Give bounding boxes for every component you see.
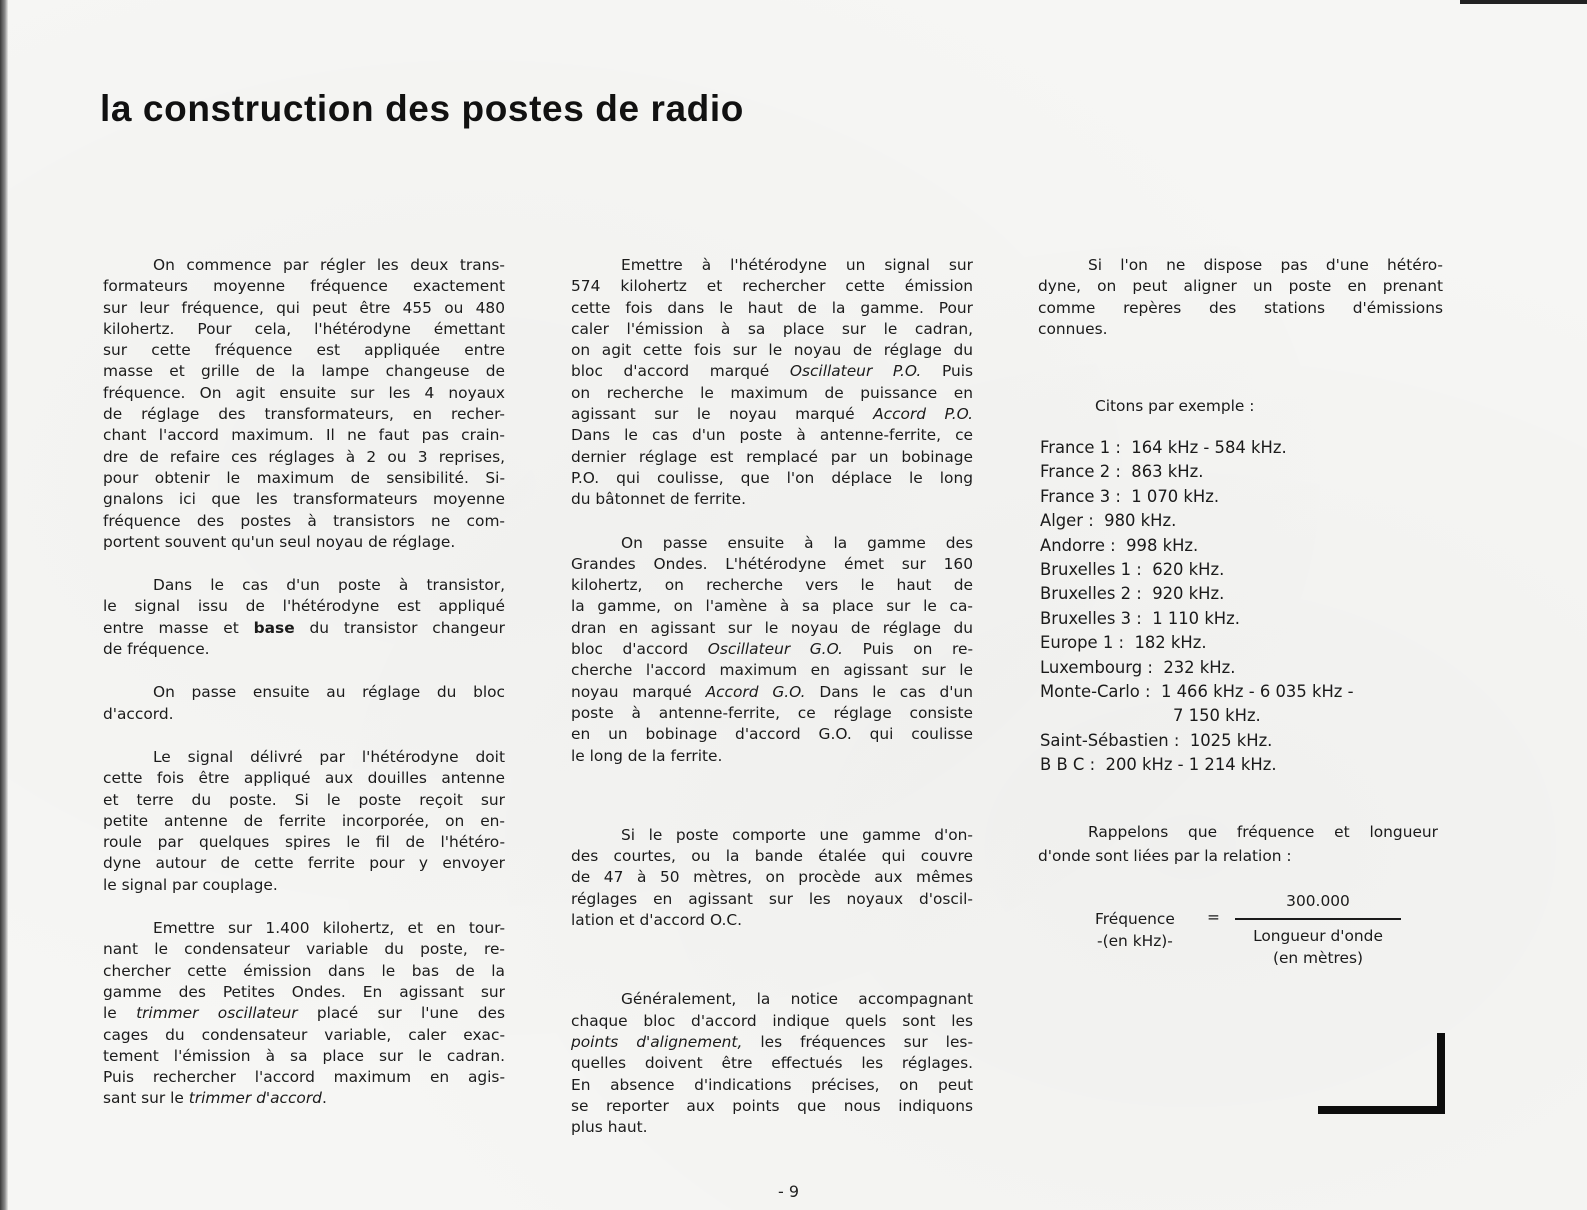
- text-line: dyne autour de cette ferrite pour y envoyer: [103, 854, 505, 873]
- formula-numerator: 300.000: [1286, 892, 1350, 910]
- paragraph-transistor: [103, 575, 505, 660]
- text-line: nant le condensateur variable du poste, re-: [103, 940, 505, 959]
- page-top-edge-shadow: [1460, 0, 1587, 4]
- text-line: quelles doivent être effectués les réglages.: [571, 1054, 973, 1073]
- text-line: en un bobinage d'accord G.O. qui coulisse: [571, 725, 973, 744]
- page-binding-edge: [0, 0, 8, 1210]
- station-continuation: 7 150 kHz.: [1173, 706, 1261, 726]
- paragraph-notice: [571, 989, 973, 1138]
- text-line: Dans le cas d'un poste à antenne-ferrite, ce: [571, 426, 973, 445]
- text-line: cette fois être appliqué aux douilles antenne: [103, 769, 505, 788]
- text-line: On passe ensuite à la gamme des: [621, 533, 973, 552]
- text-line: chercher cette émission dans le bas de la: [103, 961, 505, 980]
- text-line: petite antenne de ferrite incorporée, on en-: [103, 811, 505, 830]
- text-line: Puis rechercher l'accord maximum en agis-: [103, 1068, 505, 1087]
- italic-term: trimmer d'accord: [188, 1089, 322, 1108]
- station-item: Bruxelles 3 : 1 110 kHz.: [1040, 608, 1240, 628]
- text-line: bloc d'accord marqué Oscillateur P.O. Puis: [571, 362, 973, 381]
- text-line: des courtes, ou la bande étalée qui couvre: [571, 847, 973, 866]
- text-line: Rappelons que fréquence et longueur: [1088, 823, 1438, 841]
- frequency-formula: [1085, 888, 1415, 978]
- text-line: réglages en agissant sur les noyaux d'oscil-: [571, 889, 973, 908]
- fraction-bar: [1235, 918, 1401, 920]
- station-item: Bruxelles 2 : 920 kHz.: [1040, 584, 1225, 604]
- station-item: Saint-Sébastien : 1025 kHz.: [1040, 730, 1273, 750]
- station-item: France 1 : 164 kHz - 584 kHz.: [1040, 438, 1287, 457]
- end-mark-corner-vertical: [1437, 1033, 1445, 1114]
- paragraph-mf-transformers: [103, 255, 505, 553]
- text-line: cette fois dans le haut de la gamme. Pour: [571, 298, 973, 317]
- text-line: masse et grille de la lampe changeuse de: [103, 362, 505, 381]
- italic-term: Accord G.O.: [705, 682, 806, 701]
- text-line: noyau marqué Accord G.O. Dans le cas d'un: [571, 682, 973, 701]
- text-line: le signal issu de l'hétérodyne est appliqué: [103, 597, 505, 616]
- text-line: 574 kilohertz et rechercher cette émission: [571, 277, 973, 296]
- text-line: on agit cette fois sur le noyau de réglage du: [571, 341, 973, 360]
- text-line: d'onde sont liées par la relation :: [1038, 847, 1292, 865]
- station-item: Bruxelles 1 : 620 kHz.: [1040, 560, 1225, 580]
- station-item: France 3 : 1 070 kHz.: [1040, 486, 1220, 506]
- formula-denominator-unit: (en mètres): [1272, 948, 1364, 967]
- text-line: Généralement, la notice accompagnant: [621, 990, 973, 1009]
- text-line: comme repères des stations d'émissions: [1038, 298, 1443, 317]
- paragraph-574khz: [571, 255, 973, 511]
- text-line: On commence par régler les deux trans-: [153, 256, 505, 274]
- text-line: Dans le cas d'un poste à transistor,: [153, 576, 505, 595]
- text-line: agissant sur le noyau marqué Accord P.O.: [571, 405, 973, 424]
- paragraph-signal-antenne: [103, 747, 505, 896]
- station-item: France 2 : 863 kHz.: [1040, 462, 1204, 482]
- italic-term: Oscillateur P.O.: [789, 362, 922, 381]
- text-line: Grandes Ondes. L'hétérodyne émet sur 160: [571, 554, 973, 573]
- formula-denominator: Longueur d'onde: [1253, 926, 1383, 945]
- paragraph-bloc-accord: [103, 682, 505, 725]
- text-line: Si l'on ne dispose pas d'une hétéro-: [1088, 256, 1443, 274]
- station-item: Alger : 980 kHz.: [1040, 511, 1177, 531]
- text-line: kilohertz, on recherche vers le haut de: [571, 576, 973, 595]
- text-line: cages du condensateur variable, caler exac-: [103, 1025, 505, 1044]
- italic-term: Oscillateur G.O.: [707, 640, 843, 659]
- text-line: Emettre sur 1.400 kilohertz, et en tour-: [153, 919, 505, 938]
- text-line: P.O. qui coulisse, que l'on déplace le long: [571, 468, 973, 487]
- text-line: dran en agissant sur le noyau de réglage du: [571, 618, 973, 637]
- formula-equals: =: [1207, 908, 1220, 926]
- text-column-2: [571, 255, 973, 1138]
- text-column-1: [103, 255, 505, 1110]
- text-line: Si le poste comporte une gamme d'on-: [621, 825, 973, 844]
- text-line: dre de refaire ces réglages à 2 ou 3 reprises,: [103, 447, 505, 466]
- text-line: le signal par couplage.: [103, 875, 278, 894]
- station-item: Luxembourg : 232 kHz.: [1040, 657, 1236, 677]
- text-line: du bâtonnet de ferrite.: [571, 490, 747, 509]
- text-line: formateurs moyenne fréquence exactement: [103, 277, 505, 296]
- text-line: de 47 à 50 mètres, on procède aux mêmes: [571, 868, 973, 887]
- text-line: Le signal délivré par l'hétérodyne doit: [153, 747, 505, 766]
- text-line: tement l'émission à sa place sur le cadran.: [103, 1046, 505, 1065]
- paragraph-relation: [1038, 820, 1438, 868]
- text-line: dernier réglage est remplacé par un bobinage: [571, 447, 973, 466]
- station-item: B B C : 200 kHz - 1 214 kHz.: [1040, 755, 1277, 775]
- text-line: cherche l'accord maximum en agissant sur le: [571, 661, 973, 680]
- text-line: entre masse et base du transistor changeur: [103, 618, 505, 637]
- text-line: bloc d'accord Oscillateur G.O. Puis on re-: [571, 640, 973, 659]
- text-line: le long de la ferrite.: [571, 746, 723, 765]
- text-line: on recherche le maximum de puissance en: [571, 383, 973, 402]
- italic-term: trimmer oscillateur: [136, 1004, 298, 1023]
- text-line: dyne, on peut aligner un poste en prenant: [1038, 277, 1443, 296]
- text-line: chaque bloc d'accord indique quels sont les: [571, 1011, 973, 1030]
- paragraph-ondes-courtes: [571, 825, 973, 931]
- text-line: de réglage des transformateurs, en recher-: [103, 405, 505, 424]
- text-line: gnalons ici que les transformateurs moyenne: [103, 490, 505, 509]
- text-line: poste à antenne-ferrite, ce réglage consiste: [571, 703, 973, 722]
- bold-term: base: [253, 618, 295, 637]
- text-line: caler l'émission à sa place sur le cadran,: [571, 319, 973, 338]
- citons-label: Citons par exemple :: [1095, 397, 1255, 415]
- italic-term: Accord P.O.: [873, 405, 973, 424]
- station-list: [1040, 436, 1354, 778]
- text-line: la gamme, on l'amène à sa place sur le ca-: [571, 597, 973, 616]
- text-line: connues.: [1038, 319, 1108, 338]
- text-line: fréquence. On agit ensuite sur les 4 noyaux: [103, 383, 505, 402]
- text-line: plus haut.: [571, 1118, 648, 1137]
- text-line: se reporter aux points que nous indiquons: [571, 1096, 973, 1115]
- text-line: roule par quelques spires le fil de l'hétéro-: [103, 833, 505, 852]
- station-item: Andorre : 998 kHz.: [1040, 535, 1199, 555]
- end-mark-corner-horizontal: [1318, 1106, 1445, 1114]
- text-line: sur cette fréquence est appliquée entre: [103, 341, 505, 360]
- text-line: En absence d'indications précises, on peut: [571, 1075, 973, 1094]
- text-line: points d'alignement, les fréquences sur les-: [571, 1032, 973, 1051]
- paragraph-grandes-ondes: [571, 533, 973, 767]
- text-line: chant l'accord maximum. Il ne faut pas crain-: [103, 426, 505, 445]
- page-number: - 9: [778, 1182, 800, 1201]
- text-line: sant sur le trimmer d'accord.: [103, 1089, 327, 1108]
- text-line: le trimmer oscillateur placé sur l'une des: [103, 1004, 505, 1023]
- station-item: Europe 1 : 182 kHz.: [1040, 633, 1207, 653]
- italic-term: points d'alignement,: [571, 1032, 743, 1051]
- text-line: de fréquence.: [103, 640, 210, 659]
- text-line: Emettre à l'hétérodyne un signal sur: [621, 256, 973, 274]
- text-line: portent souvent qu'un seul noyau de réglage.: [103, 532, 456, 551]
- text-line: d'accord.: [103, 704, 174, 723]
- paragraph-sans-heterodyne: [1038, 255, 1443, 340]
- text-line: fréquence des postes à transistors ne com-: [103, 511, 505, 530]
- station-item: Monte-Carlo : 1 466 kHz - 6 035 kHz - 7 150 kHz.: [1040, 680, 1354, 729]
- formula-fraction: [1235, 888, 1401, 969]
- text-line: pour obtenir le maximum de sensibilité. Si-: [103, 468, 505, 487]
- paragraph-1400khz: [103, 918, 505, 1110]
- text-line: et terre du poste. Si le poste reçoit sur: [103, 790, 505, 809]
- text-line: gamme des Petites Ondes. En agissant sur: [103, 982, 505, 1001]
- text-line: lation et d'accord O.C.: [571, 911, 742, 930]
- formula-lhs: Fréquence -(en kHz)-: [1095, 910, 1175, 950]
- text-line: kilohertz. Pour cela, l'hétérodyne émettant: [103, 319, 505, 338]
- text-line: On passe ensuite au réglage du bloc: [153, 683, 505, 702]
- page-title: la construction des postes de radio: [100, 88, 744, 129]
- text-line: sur leur fréquence, qui peut être 455 ou 480: [103, 298, 505, 317]
